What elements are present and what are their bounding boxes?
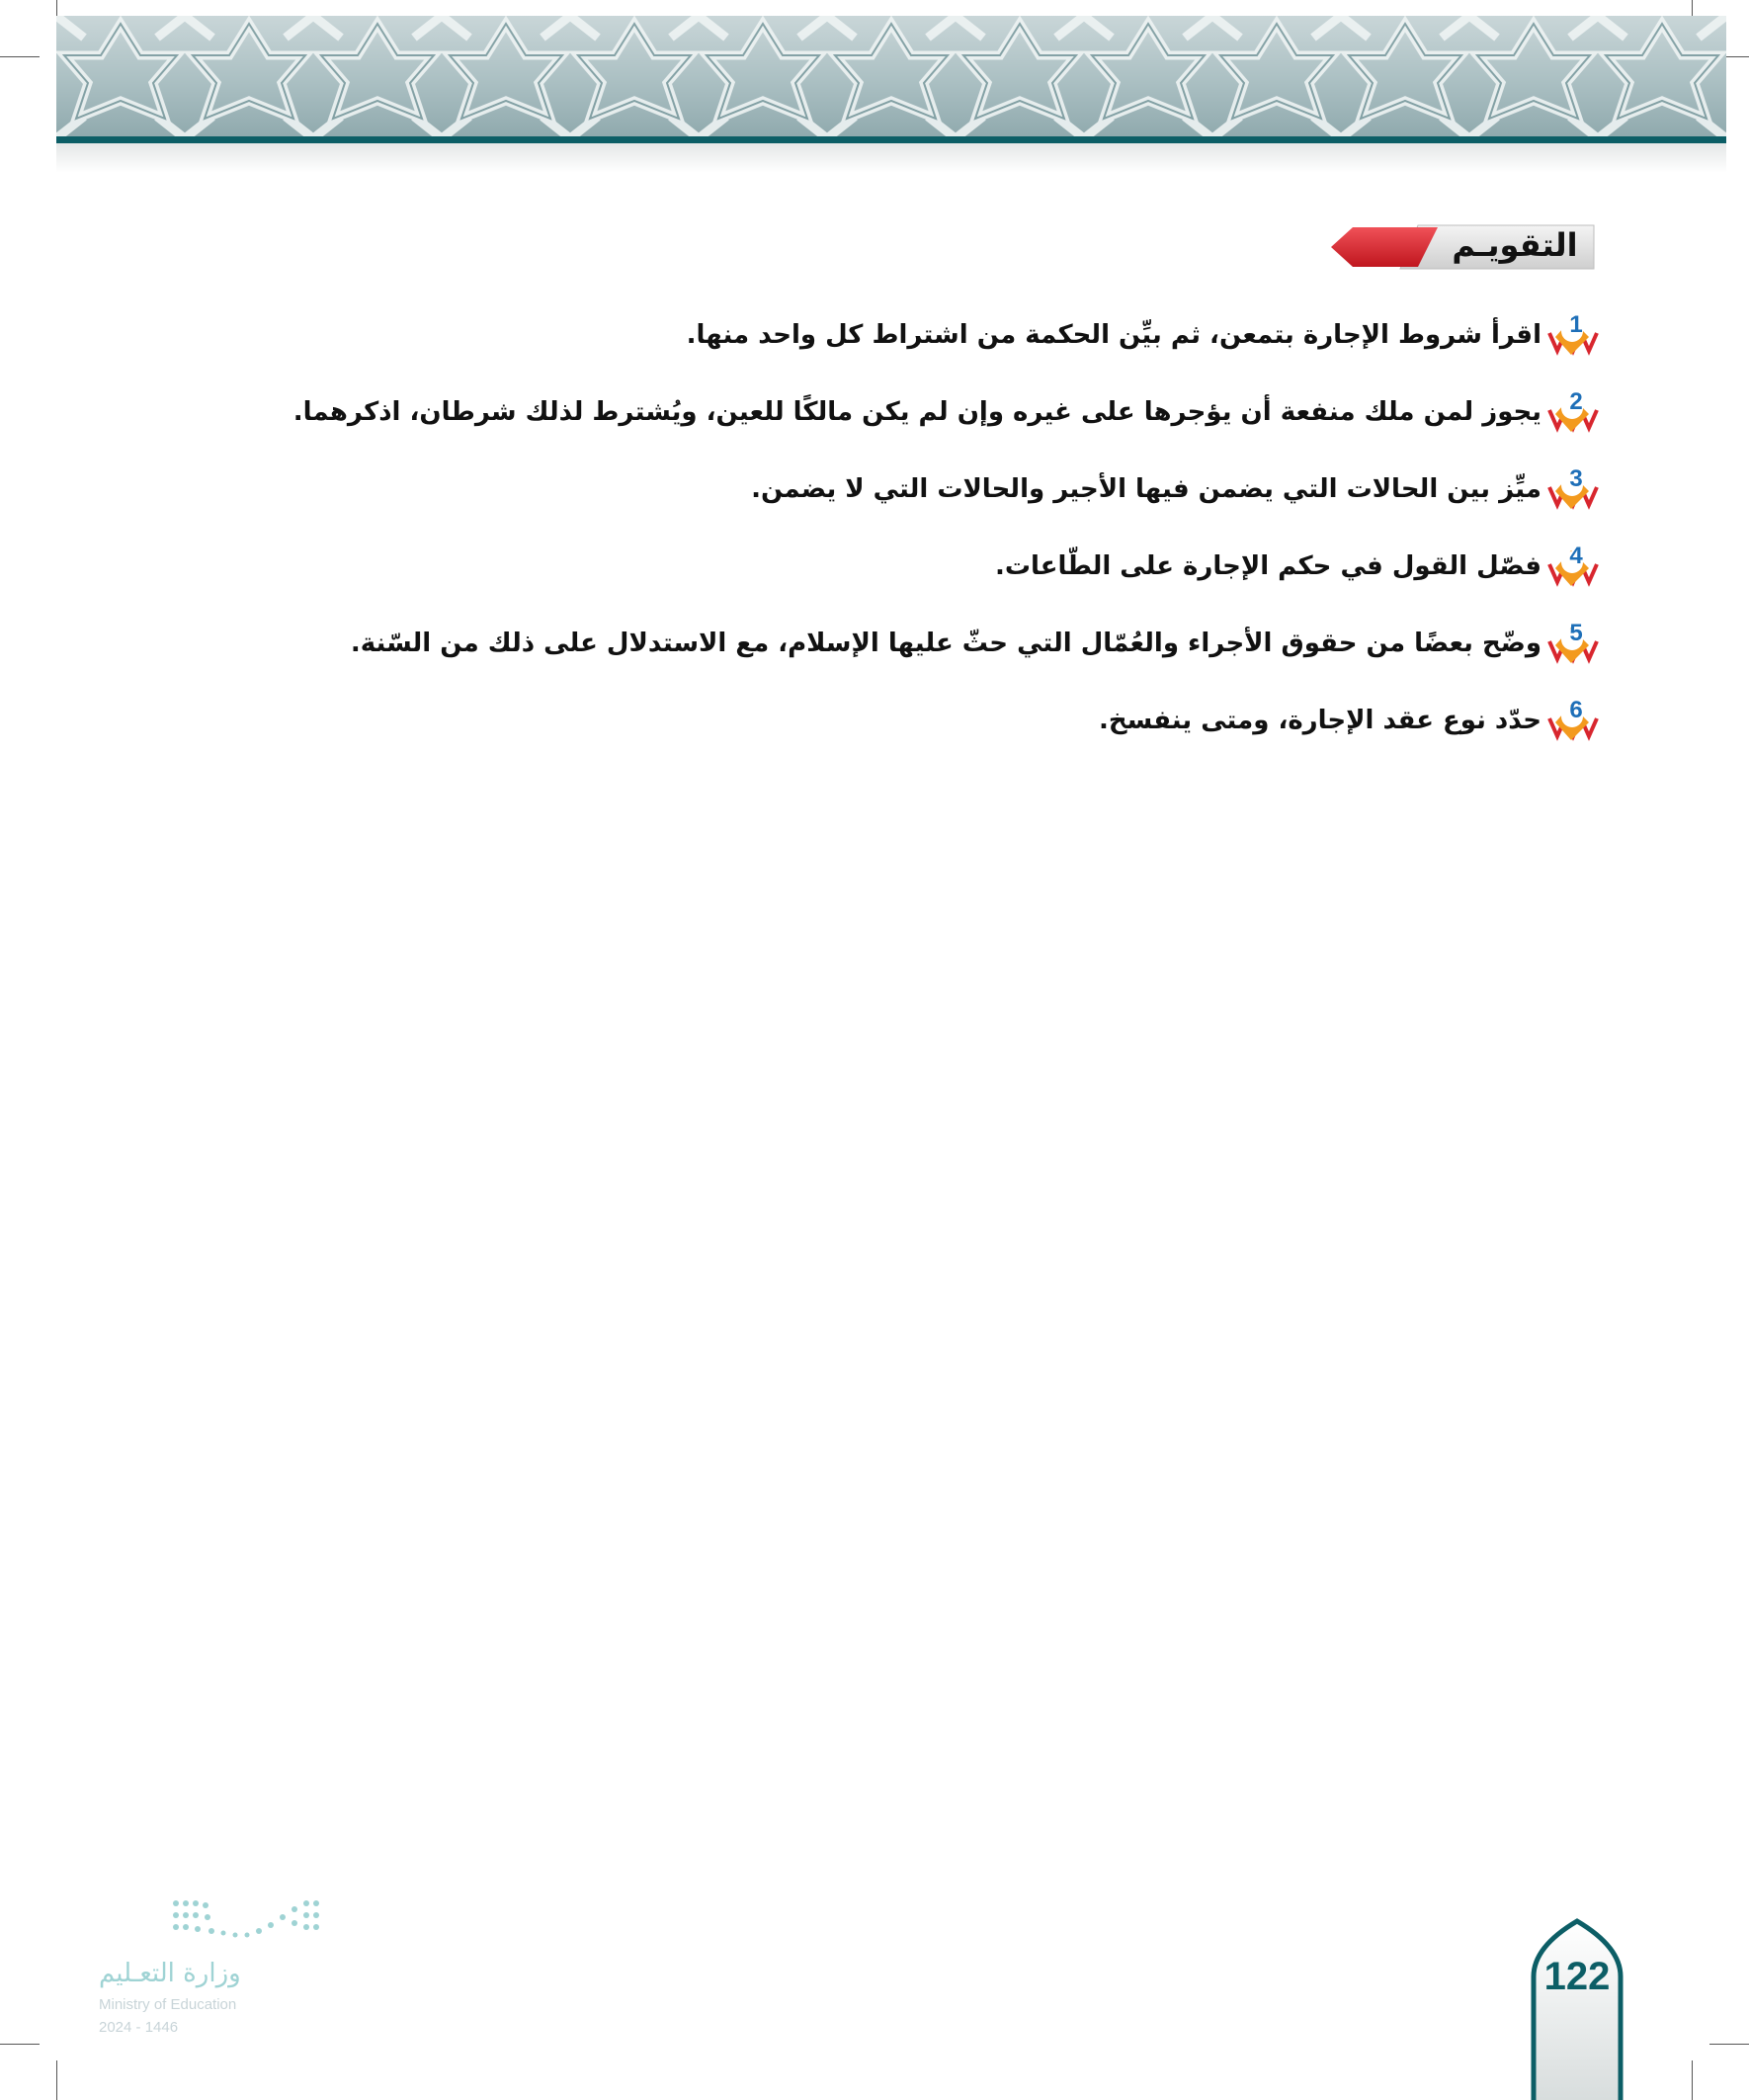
question-text: اقرأ شروط الإجارة بتمعن، ثم بيِّن الحكمة من اشتراط كل واحد منها. [686, 320, 1541, 350]
ministry-name-arabic: وزارة التعـليم [99, 1959, 241, 1988]
question-number: 5 [1569, 620, 1583, 646]
crop-mark [1692, 2060, 1693, 2100]
question-number: 6 [1569, 697, 1583, 723]
crop-mark [0, 56, 40, 57]
question-item [178, 620, 1583, 697]
question-text: وضّح بعضًا من حقوق الأجراء والعُمّال التي حثّ عليها الإسلام، مع الاستدلال على ذلك من السّنة. [350, 629, 1541, 658]
crop-mark [1709, 2044, 1749, 2045]
question-text: ميِّز بين الحالات التي يضمن فيها الأجير والحالات التي لا يضمن. [751, 474, 1541, 504]
question-item [178, 388, 1583, 465]
edition-year: 2024 - 1446 [99, 2019, 179, 2036]
question-text: فصّل القول في حكم الإجارة على الطّاعات. [994, 551, 1541, 581]
question-item [178, 697, 1583, 774]
crop-mark [56, 2060, 57, 2100]
page-number: 122 [1543, 1955, 1611, 1998]
section-title: التقويـم [1452, 226, 1578, 264]
question-item [178, 465, 1583, 543]
question-text: حدّد نوع عقد الإجارة، ومتى ينفسخ. [1099, 706, 1541, 735]
question-number: 2 [1569, 388, 1583, 415]
question-item [178, 311, 1583, 388]
question-item [178, 543, 1583, 620]
ministry-logo-icon [168, 1895, 326, 1951]
banner-rule [56, 136, 1726, 143]
question-list [178, 311, 1583, 774]
banner-shadow [56, 143, 1726, 173]
question-number: 3 [1569, 465, 1583, 492]
question-number: 1 [1569, 311, 1583, 338]
ministry-name-english: Ministry of Education [99, 1996, 237, 2013]
question-text: يجوز لمن ملك منفعة أن يؤجرها على غيره وإن لم يكن مالكًا للعين، ويُشترط لذلك شرطان، اذكرهما. [292, 397, 1541, 427]
header-banner [56, 16, 1726, 138]
page-number-tab [1530, 1917, 1624, 2100]
question-number: 4 [1569, 543, 1583, 569]
crop-mark [0, 2044, 40, 2045]
